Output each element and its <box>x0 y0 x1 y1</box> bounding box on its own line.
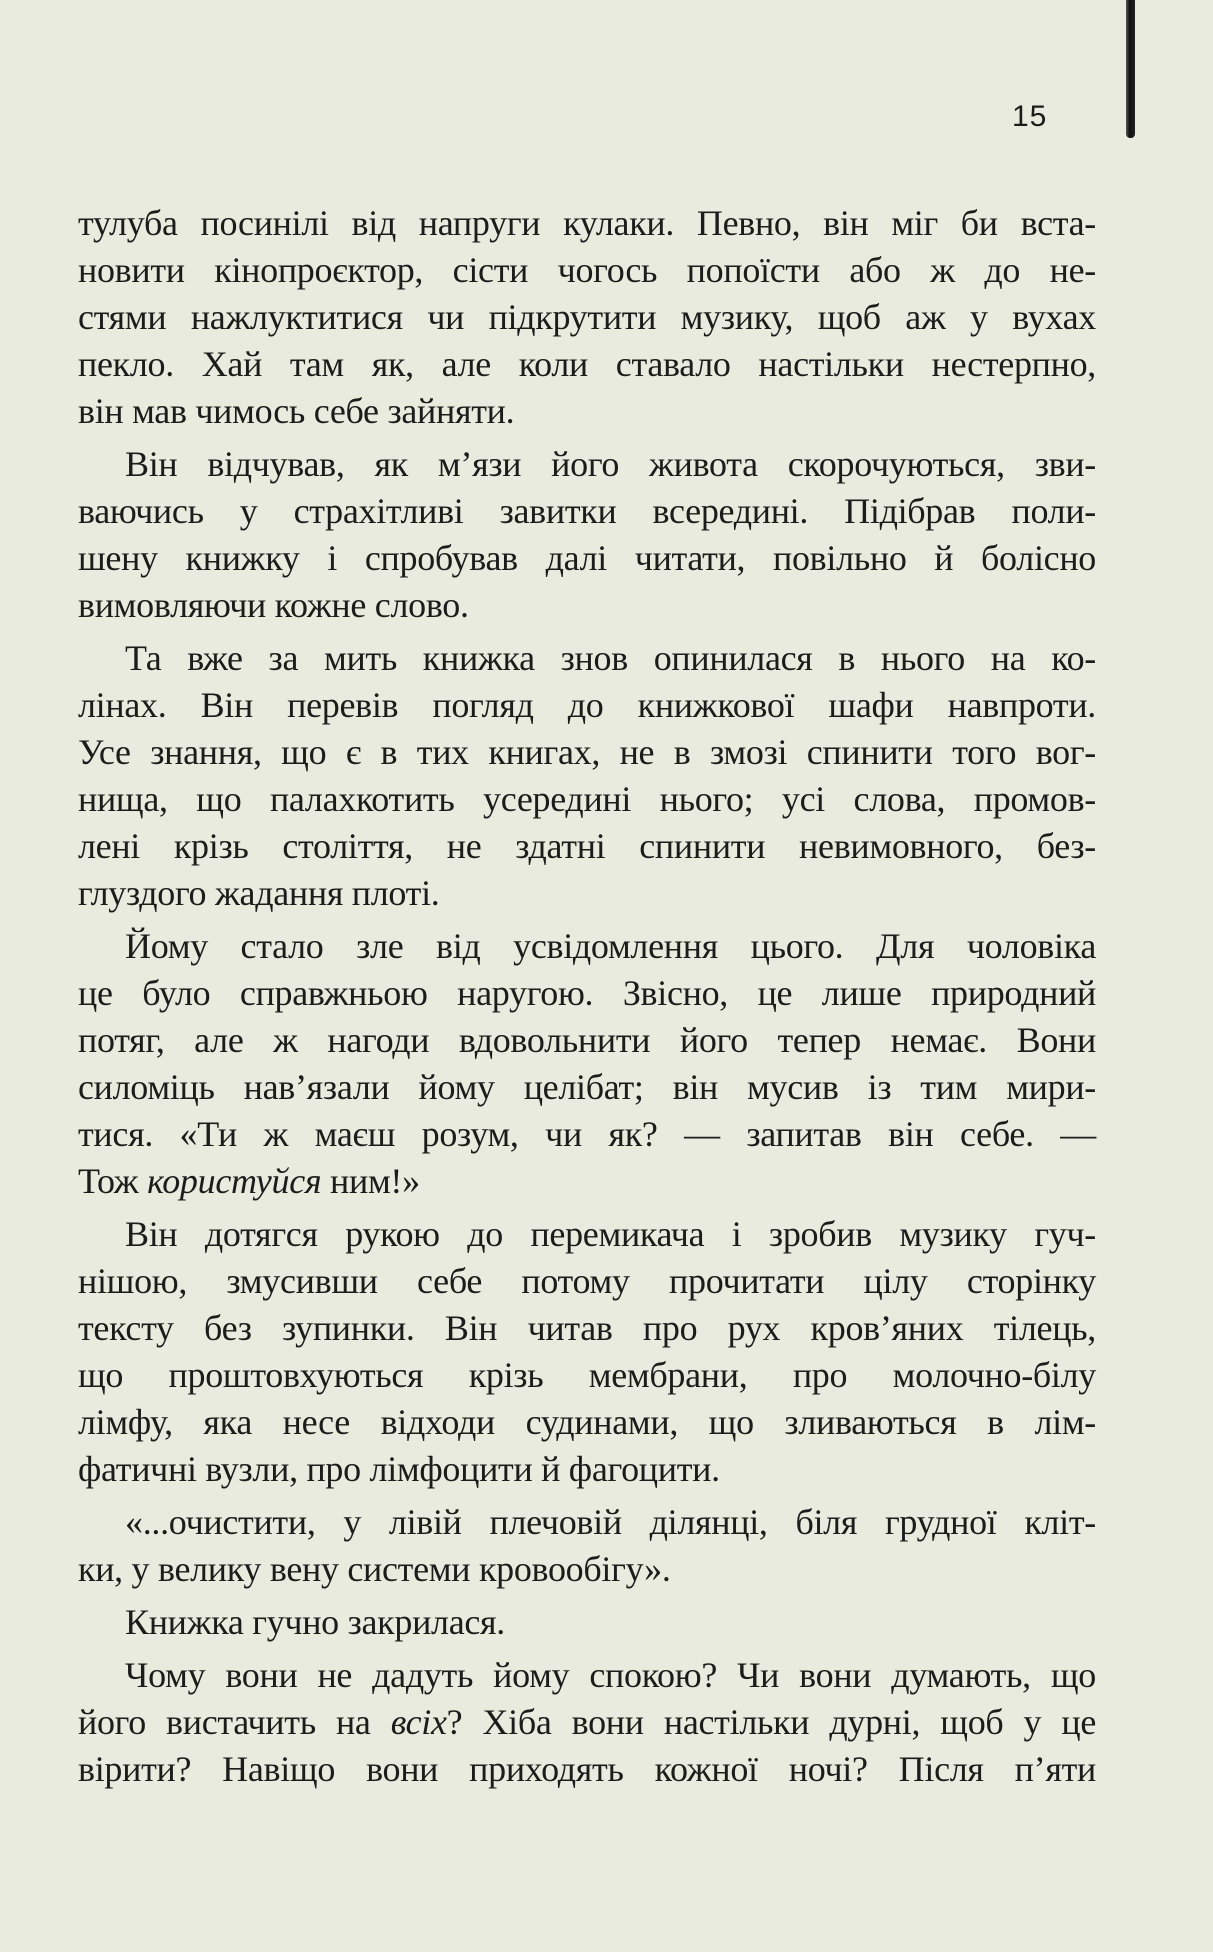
text-line: ваючись у страхітливі завитки всередині. Підібрав поли- <box>78 491 1096 531</box>
text-line: потяг, але ж нагоди вдовольнити його тепер немає. Вони <box>78 1020 1096 1060</box>
text-line <box>78 1158 1096 1205</box>
text-segment: Тож <box>78 1161 148 1201</box>
text-line: лінах. Він перевів погляд до книжкової шафи навпроти. <box>78 685 1096 725</box>
text-line: він мав чимось себе зайняти. <box>78 391 515 431</box>
text-line: вірити? Навіщо вони приходять кожної ночі? Після п’яти <box>78 1749 1096 1789</box>
text-line: Він дотягся рукою до перемикача і зробив музику гуч- <box>125 1214 1096 1254</box>
paragraph-quote <box>78 1499 1096 1593</box>
text-line: що проштовхуються крізь мембрани, про молочно-білу <box>78 1355 1096 1395</box>
text-line <box>78 1699 1096 1746</box>
body-text <box>78 200 1096 1799</box>
paragraph <box>78 635 1096 917</box>
text-line: нішою, змусивши себе потому прочитати цілу сторінку <box>78 1261 1096 1301</box>
text-line: «...очистити, у лівій плечовій ділянці, біля грудної кліт- <box>125 1502 1096 1542</box>
page-number: 15 <box>1012 100 1048 133</box>
text-line: пекло. Хай там як, але коли ставало настільки нестерпно, <box>78 344 1096 384</box>
text-line: шену книжку і спробував далі читати, повільно й болісно <box>78 538 1096 578</box>
text-line: глуздого жадання плоті. <box>78 873 440 913</box>
paragraph <box>78 441 1096 629</box>
text-line: фатичні вузли, про лімфоцити й фагоцити. <box>78 1449 720 1489</box>
paragraph <box>78 1652 1096 1793</box>
text-line: вимовляючи кожне слово. <box>78 585 469 625</box>
text-line: ки, у велику вену системи кровообігу». <box>78 1549 671 1589</box>
text-line: тися. «Ти ж маєш розум, чи як? — запитав він себе. — <box>78 1114 1096 1154</box>
text-line: нища, що палахкотить усередині нього; усі слова, промов- <box>78 779 1096 819</box>
text-line: тулуба посинілі від напруги кулаки. Певно, він міг би вста- <box>78 203 1096 243</box>
text-line: Та вже за мить книжка знов опинилася в нього на ко- <box>125 638 1096 678</box>
text-line: Книжка гучно закрилася. <box>125 1602 506 1642</box>
text-line: лімфу, яка несе відходи судинами, що зливаються в лім- <box>78 1402 1096 1442</box>
text-segment: ним!» <box>321 1161 420 1201</box>
page-edge-marker <box>1126 0 1135 138</box>
text-segment: його вистачить на <box>78 1702 391 1742</box>
text-line: це було справжньою наругою. Звісно, це лише природний <box>78 973 1096 1013</box>
text-line: Він відчував, як м’язи його живота скорочуються, зви- <box>125 444 1096 484</box>
text-line: новити кінопроєктор, сісти чогось попоїсти або ж до не- <box>78 250 1096 290</box>
text-line: стями нажлуктитися чи підкрутити музику, щоб аж у вухах <box>78 297 1096 337</box>
text-line: силоміць нав’язали йому целібат; він мусив із тим мири- <box>78 1067 1096 1107</box>
text-line: Усе знання, що є в тих книгах, не в змозі спинити того вог- <box>78 732 1096 772</box>
paragraph <box>78 1599 1096 1646</box>
paragraph <box>78 200 1096 435</box>
text-line: лені крізь століття, не здатні спинити невимовного, без- <box>78 826 1096 866</box>
emphasis-text: всіх <box>390 1702 447 1742</box>
paragraph <box>78 1211 1096 1493</box>
text-line: тексту без зупинки. Він читав про рух кров’яних тілець, <box>78 1308 1096 1348</box>
text-segment: ? Хіба вони настільки дурні, щоб у це <box>446 1702 1097 1742</box>
text-line: Чому вони не дадуть йому спокою? Чи вони думають, що <box>125 1655 1096 1695</box>
paragraph <box>78 923 1096 1205</box>
emphasis-text: користуйся <box>147 1161 322 1201</box>
text-line: Йому стало зле від усвідомлення цього. Для чоловіка <box>125 926 1096 966</box>
